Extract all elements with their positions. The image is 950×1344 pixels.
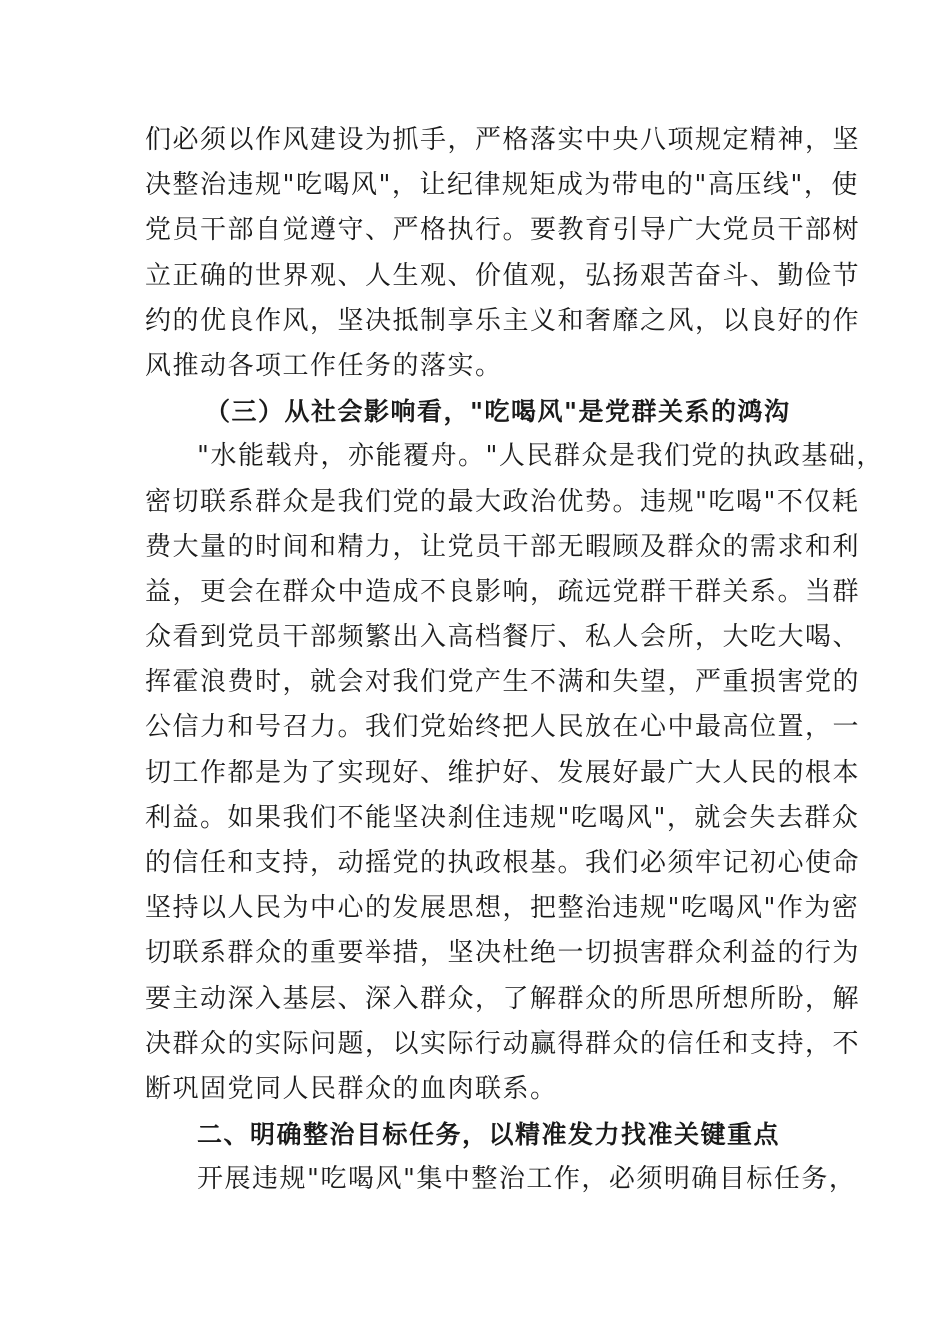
paragraph-line: 要主动深入基层、深入群众，了解群众的所思所想所盼，解 [145, 983, 861, 1014]
paragraph-line: "水能载舟，亦能覆舟。"人民群众是我们党的执政基础， [197, 441, 884, 472]
paragraph-line: 开展违规"吃喝风"集中整治工作，必须明确目标任务， [197, 1164, 857, 1195]
paragraph-line: 决整治违规"吃喝风"，让纪律规矩成为带电的"高压线"，使 [145, 170, 859, 201]
paragraph-line: 坚持以人民为中心的发展思想，把整治违规"吃喝风"作为密 [145, 893, 860, 924]
paragraph-line: 约的优良作风，坚决抵制享乐主义和奢靡之风，以良好的作 [145, 305, 861, 336]
paragraph-line: 断巩固党同人民群众的血肉联系。 [145, 1073, 558, 1104]
paragraph-line: 挥霍浪费时，就会对我们党产生不满和失望，严重损害党的 [145, 667, 861, 698]
paragraph-line: 们必须以作风建设为抓手，严格落实中央八项规定精神，坚 [145, 125, 861, 155]
paragraph-line: 的信任和支持，动摇党的执政根基。我们必须牢记初心使命 [145, 848, 861, 878]
paragraph-line: 众看到党员干部频繁出入高档餐厅、私人会所，大吃大喝、 [145, 622, 861, 653]
paragraph-line: 风推动各项工作任务的落实。 [145, 350, 503, 381]
paragraph-line: 费大量的时间和精力，让党员干部无暇顾及群众的需求和利 [145, 531, 861, 562]
paragraph-line: 党员干部自觉遵守、严格执行。要教育引导广大党员干部树 [145, 215, 861, 246]
paragraph-line: 密切联系群众是我们党的最大政治优势。违规"吃喝"不仅耗 [145, 486, 860, 517]
paragraph-line: 决群众的实际问题，以实际行动赢得群众的信任和支持，不 [145, 1028, 861, 1059]
paragraph-line: 切工作都是为了实现好、维护好、发展好最广大人民的根本 [145, 757, 861, 788]
paragraph-line: 利益。如果我们不能坚决刹住违规"吃喝风"，就会失去群众 [145, 802, 860, 833]
paragraph-line: 立正确的世界观、人生观、价值观，弘扬艰苦奋斗、勤俭节 [145, 260, 861, 291]
paragraph-line: 公信力和号召力。我们党始终把人民放在心中最高位置，一 [145, 712, 861, 743]
paragraph-line: 切联系群众的重要举措，坚决杜绝一切损害群众利益的行为 [145, 938, 861, 969]
paragraph-line: 益，更会在群众中造成不良影响，疏远党群干群关系。当群 [145, 576, 861, 607]
section-heading: 二、明确整治目标任务，以精准发力找准关键重点 [197, 1120, 781, 1150]
subsection-heading: （三）从社会影响看，"吃喝风"是党群关系的鸿沟 [205, 397, 791, 427]
document-body [145, 118, 884, 1203]
